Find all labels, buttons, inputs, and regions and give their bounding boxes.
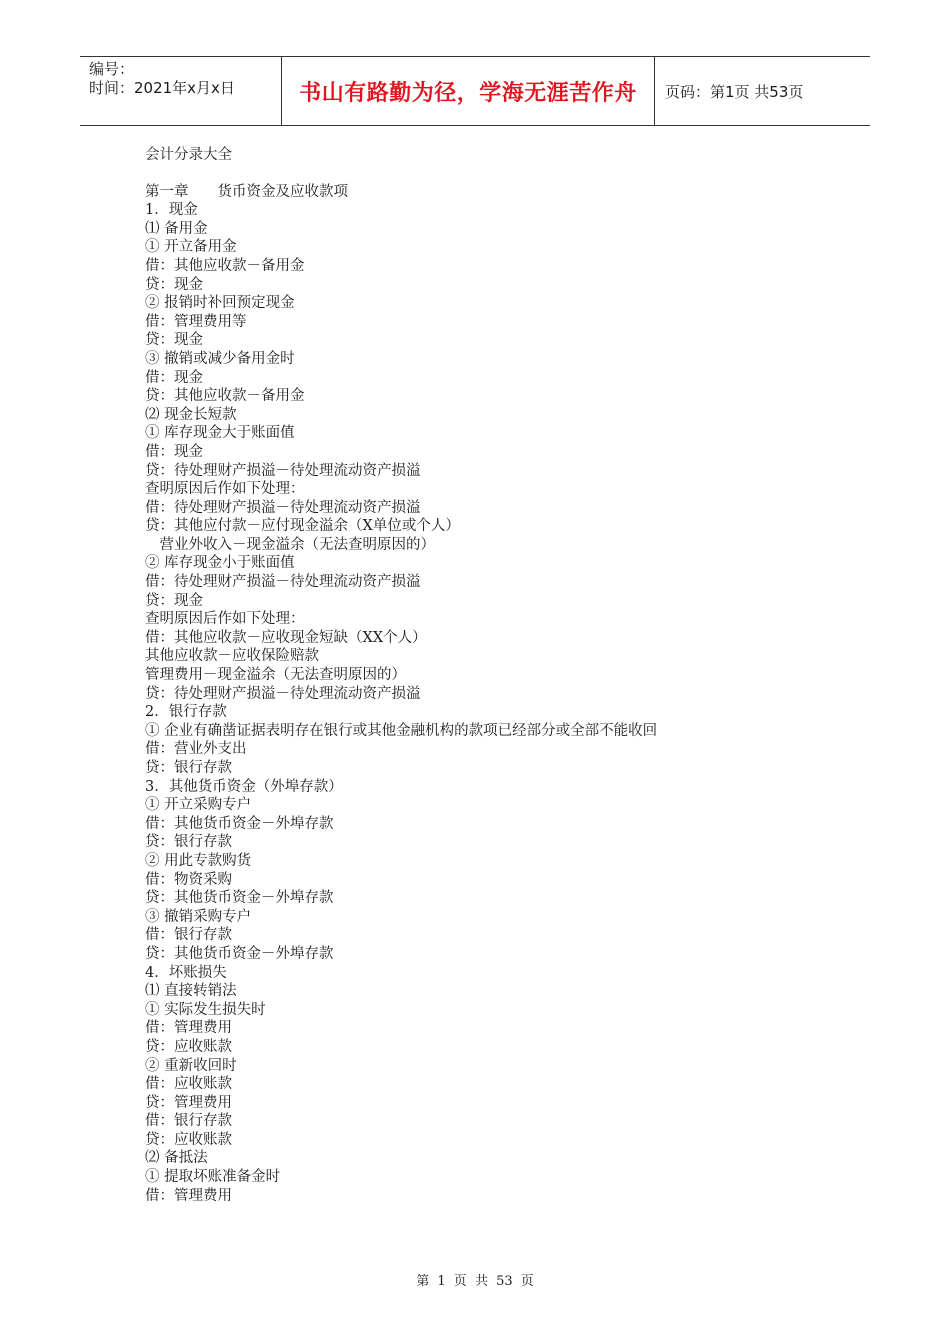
document-line: ② 重新收回时 bbox=[145, 1057, 237, 1074]
header-motto: 书山有路勤为径，学海无涯苦作舟 bbox=[281, 57, 655, 125]
document-line: ② 报销时补回预定现金 bbox=[145, 295, 295, 312]
document-line: 查明原因后作如下处理： bbox=[145, 481, 305, 498]
page-header bbox=[80, 56, 870, 126]
document-line: ② 用此专款购货 bbox=[145, 852, 252, 869]
document-line: 借：其他应收款－备用金 bbox=[145, 257, 305, 274]
document-line: 贷：银行存款 bbox=[145, 760, 232, 776]
page-footer bbox=[0, 1270, 950, 1289]
document-line: 贷：其他应付款－应付现金溢余（X单位或个人） bbox=[145, 518, 460, 535]
document-line: 营业外收入－现金溢余（无法查明原因的） bbox=[145, 536, 435, 553]
footer-total-pages: 53 bbox=[496, 1274, 513, 1289]
document-line: 第一章 货币资金及应收款项 bbox=[145, 183, 348, 200]
document-line: 借：待处理财产损溢－待处理流动资产损溢 bbox=[145, 574, 421, 591]
document-line: 贷：现金 bbox=[145, 276, 203, 293]
document-line: 贷：应收账款 bbox=[145, 1038, 232, 1055]
document-line: ⑵ 备抵法 bbox=[145, 1150, 208, 1167]
document-line: ⑵ 现金长短款 bbox=[145, 406, 237, 423]
document-line: 借：待处理财产损溢－待处理流动资产损溢 bbox=[145, 499, 421, 516]
document-line: 贷：其他货币资金－外埠存款 bbox=[145, 890, 334, 907]
document-line: ① 开立备用金 bbox=[145, 239, 237, 256]
document-line: 借：现金 bbox=[145, 369, 203, 386]
document-line: 借：管理费用等 bbox=[145, 313, 247, 330]
document-line: 借：银行存款 bbox=[145, 1113, 232, 1130]
document-line: ⑴ 直接转销法 bbox=[145, 983, 237, 1000]
document-line: 其他应收款－应收保险赔款 bbox=[145, 648, 319, 665]
document-line: ① 提取坏账准备金时 bbox=[145, 1169, 281, 1186]
footer-page-number: 1 bbox=[437, 1274, 446, 1289]
document-line: ② 库存现金小于账面值 bbox=[145, 555, 295, 572]
document-line: ① 企业有确凿证据表明存在银行或其他金融机构的款项已经部分或全部不能收回 bbox=[145, 722, 658, 739]
time-label: 时间：2021年x月x日 bbox=[89, 79, 235, 97]
document-line: 贷：其他货币资金－外埠存款 bbox=[145, 945, 334, 962]
document-line: ③ 撤销采购专户 bbox=[145, 908, 252, 925]
document-line: 借：其他货币资金－外埠存款 bbox=[145, 815, 334, 832]
document-line: 借：其他应收款－应收现金短缺（XX个人） bbox=[145, 629, 427, 646]
document-line: 管理费用－现金溢余（无法查明原因的） bbox=[145, 667, 406, 684]
document-body bbox=[145, 146, 865, 1205]
header-page-code: 页码：第1页 共53页 bbox=[665, 82, 804, 101]
footer-di: 第 bbox=[416, 1274, 430, 1289]
document-line: ① 库存现金大于账面值 bbox=[145, 425, 295, 442]
footer-ye: 页 bbox=[453, 1274, 467, 1289]
header-meta bbox=[80, 57, 281, 125]
document-line: 贷：其他应收款－备用金 bbox=[145, 388, 305, 405]
document-line: ① 实际发生损失时 bbox=[145, 1001, 266, 1018]
document-line: 查明原因后作如下处理： bbox=[145, 611, 305, 628]
number-label: 编号： bbox=[89, 60, 135, 78]
footer-gong: 共 bbox=[474, 1274, 488, 1289]
document-line: 借：营业外支出 bbox=[145, 741, 247, 758]
document-line: 借：银行存款 bbox=[145, 927, 232, 944]
document-line: 借：应收账款 bbox=[145, 1076, 232, 1093]
footer-ye2: 页 bbox=[520, 1274, 534, 1289]
document-line: ③ 撤销或减少备用金时 bbox=[145, 350, 295, 367]
document-line: 3．其他货币资金（外埠存款） bbox=[145, 778, 343, 795]
document-line: ⑴ 备用金 bbox=[145, 220, 208, 237]
document-line: 4．坏账损失 bbox=[145, 964, 227, 981]
document-line: 贷：待处理财产损溢－待处理流动资产损溢 bbox=[145, 462, 421, 479]
document-line: 贷：现金 bbox=[145, 332, 203, 349]
document-title: 会计分录大全 bbox=[145, 147, 232, 163]
document-line: 贷：银行存款 bbox=[145, 834, 232, 851]
document-line: 2．银行存款 bbox=[145, 704, 227, 721]
document-line: 1．现金 bbox=[145, 202, 198, 219]
document-line: 借：管理费用 bbox=[145, 1020, 232, 1037]
document-line: 贷：应收账款 bbox=[145, 1131, 232, 1148]
document-line: 借：管理费用 bbox=[145, 1187, 232, 1204]
document-line: 贷：管理费用 bbox=[145, 1094, 232, 1111]
document-line: 贷：待处理财产损溢－待处理流动资产损溢 bbox=[145, 685, 421, 702]
document-line: ① 开立采购专户 bbox=[145, 797, 252, 814]
document-line: 借：现金 bbox=[145, 443, 203, 460]
document-lines bbox=[145, 183, 865, 1206]
document-line: 贷：现金 bbox=[145, 592, 203, 609]
document-line: 借：物资采购 bbox=[145, 871, 232, 888]
